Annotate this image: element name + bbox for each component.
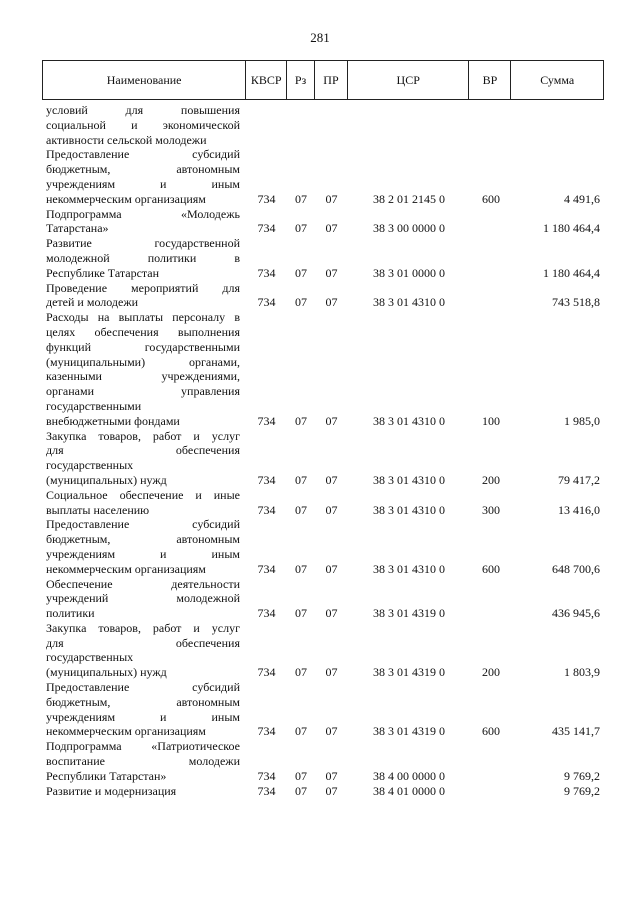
row-name <box>42 147 246 206</box>
row-name-line: Республики Татарстан» <box>46 768 167 783</box>
row-sum <box>512 103 604 147</box>
row-csr: 38 3 01 0000 0 <box>373 265 445 280</box>
row-name-line: молодежной политики в <box>46 250 240 265</box>
row-name <box>42 517 246 576</box>
row-name-line: Республике Татарстан <box>46 265 160 280</box>
row-csr: 38 3 01 4310 0 <box>373 413 445 428</box>
row-name-line: некоммерческим организациям <box>46 191 206 206</box>
row-rz: 07 <box>295 768 307 783</box>
row-name-line: воспитание молодежи <box>46 754 240 769</box>
table-row <box>42 103 604 147</box>
row-vr <box>470 103 512 147</box>
row-name-line: (муниципальных) нужд <box>46 472 167 487</box>
column-header-name: Наименование <box>43 61 246 99</box>
row-kvsr: 734 <box>257 472 276 487</box>
row-name-line: органами управления <box>46 384 240 399</box>
row-rz: 07 <box>295 221 307 236</box>
row-name-line: Татарстана» <box>46 221 109 236</box>
row-name <box>42 207 246 237</box>
row-kvsr: 734 <box>257 413 276 428</box>
row-vr <box>470 784 512 799</box>
row-name-line: внебюджетными фондами <box>46 413 180 428</box>
row-name-line: (муниципальными) органами, <box>46 354 240 369</box>
row-name-line: казенными учреждениями, <box>46 369 240 384</box>
row-sum: 1 180 464,4 <box>543 221 600 236</box>
row-name-line: Социальное обеспечение и иные <box>46 487 240 502</box>
row-name <box>42 103 246 147</box>
row-name-line: выплаты населению <box>46 502 150 517</box>
row-name-line: активности сельской молодежи <box>46 132 207 147</box>
row-vr <box>470 236 512 280</box>
row-name-line: Развитие государственной <box>46 236 240 251</box>
row-pr: 07 <box>325 665 338 680</box>
row-kvsr: 734 <box>257 221 276 236</box>
row-vr: 600 <box>482 191 500 206</box>
row-rz: 07 <box>295 295 307 310</box>
column-header-vr: ВР <box>469 61 511 99</box>
row-pr: 07 <box>325 502 338 517</box>
row-name <box>42 680 246 739</box>
row-name <box>42 488 246 518</box>
row-name-line: Закупка товаров, работ и услуг <box>46 620 240 635</box>
row-name-line: некоммерческим организациям <box>46 724 206 739</box>
row-name-line: детей и молодежи <box>46 295 139 310</box>
row-name-line: Предоставление субсидий <box>46 147 240 162</box>
row-name-line: социальной и экономической <box>46 117 240 132</box>
column-header-kvsr: КВСР <box>246 61 287 99</box>
row-rz: 07 <box>295 665 307 680</box>
row-rz: 07 <box>295 472 307 487</box>
row-name-line: учреждений молодежной <box>46 591 240 606</box>
row-name-line: политики <box>46 606 95 621</box>
row-name-line: (муниципальных) нужд <box>46 665 167 680</box>
row-sum: 648 700,6 <box>552 561 600 576</box>
row-pr: 07 <box>325 561 338 576</box>
row-name-line: Предоставление субсидий <box>46 680 240 695</box>
row-rz: 07 <box>295 191 307 206</box>
row-name-line: для обеспечения <box>46 443 240 458</box>
row-rz: 07 <box>295 265 307 280</box>
row-name <box>42 784 246 799</box>
row-rz: 07 <box>295 606 307 621</box>
row-kvsr: 734 <box>257 265 276 280</box>
row-kvsr: 734 <box>257 768 276 783</box>
row-pr <box>315 103 348 147</box>
row-rz <box>287 103 315 147</box>
row-name <box>42 236 246 280</box>
row-name-line: для обеспечения <box>46 635 240 650</box>
table-row <box>42 739 604 783</box>
table-body <box>42 103 604 798</box>
row-sum: 4 491,6 <box>564 191 600 206</box>
column-header-sum: Сумма <box>540 72 575 87</box>
row-pr: 07 <box>325 472 338 487</box>
row-pr: 07 <box>325 265 338 280</box>
row-name-line: учреждениям и иным <box>46 709 240 724</box>
table-row <box>42 429 604 488</box>
row-name-line: государственных <box>46 458 134 473</box>
row-sum: 9 769,2 <box>564 783 600 798</box>
row-name-line: Подпрограмма «Молодежь <box>46 206 240 221</box>
row-name-line: Подпрограмма «Патриотическое <box>46 739 240 754</box>
row-name-line: бюджетным, автономным <box>46 162 240 177</box>
row-pr: 07 <box>325 606 338 621</box>
row-name-line: условий для повышения <box>46 103 240 117</box>
row-name-line: Развитие и модернизация <box>46 783 177 798</box>
row-vr <box>470 577 512 621</box>
row-sum: 9 769,2 <box>564 768 600 783</box>
row-name-line: Расходы на выплаты персоналу в <box>46 310 240 325</box>
row-csr: 38 4 01 0000 0 <box>373 783 445 798</box>
row-csr: 38 2 01 2145 0 <box>373 191 445 206</box>
row-name-line: некоммерческим организациям <box>46 561 206 576</box>
row-vr <box>470 207 512 237</box>
row-vr: 200 <box>482 665 500 680</box>
row-name-line: бюджетным, автономным <box>46 694 240 709</box>
row-name-line: учреждениям и иным <box>46 546 240 561</box>
row-sum: 743 518,8 <box>552 295 600 310</box>
row-vr <box>470 739 512 783</box>
row-name-line: Обеспечение деятельности <box>46 576 240 591</box>
row-kvsr: 734 <box>257 724 276 739</box>
table-row <box>42 621 604 680</box>
row-pr: 07 <box>325 191 338 206</box>
row-rz: 07 <box>295 502 307 517</box>
table-row <box>42 488 604 518</box>
row-name-line: Проведение мероприятий для <box>46 280 240 295</box>
row-kvsr: 734 <box>257 665 276 680</box>
row-csr: 38 3 01 4319 0 <box>373 606 445 621</box>
table-row <box>42 680 604 739</box>
row-kvsr: 734 <box>257 502 276 517</box>
row-sum: 1 180 464,4 <box>543 265 600 280</box>
row-vr <box>470 281 512 311</box>
row-pr: 07 <box>325 295 338 310</box>
row-sum: 13 416,0 <box>558 502 600 517</box>
table-row <box>42 310 604 428</box>
table-row <box>42 577 604 621</box>
row-name-line: целях обеспечения выполнения <box>46 324 240 339</box>
row-csr <box>348 103 470 147</box>
row-kvsr: 734 <box>257 783 276 798</box>
table-header <box>42 60 604 100</box>
column-header-rz: Рз <box>287 61 315 99</box>
row-name <box>42 739 246 783</box>
row-name-line: учреждениям и иным <box>46 176 240 191</box>
row-rz: 07 <box>295 561 307 576</box>
row-vr: 300 <box>482 502 500 517</box>
table-row <box>42 236 604 280</box>
row-rz: 07 <box>295 724 307 739</box>
row-csr: 38 4 00 0000 0 <box>373 768 445 783</box>
row-sum: 79 417,2 <box>558 472 600 487</box>
page-number: 281 <box>310 30 330 45</box>
row-sum: 436 945,6 <box>552 606 600 621</box>
table-row <box>42 784 604 799</box>
row-name <box>42 621 246 680</box>
row-name-line: функций государственными <box>46 339 240 354</box>
row-pr: 07 <box>325 413 338 428</box>
row-rz: 07 <box>295 413 307 428</box>
row-sum: 435 141,7 <box>552 724 600 739</box>
row-name-line: бюджетным, автономным <box>46 532 240 547</box>
row-sum: 1 803,9 <box>564 665 600 680</box>
row-csr: 38 3 01 4310 0 <box>373 295 445 310</box>
row-name <box>42 310 246 428</box>
row-sum: 1 985,0 <box>564 413 600 428</box>
table-row <box>42 207 604 237</box>
table-row <box>42 517 604 576</box>
row-kvsr: 734 <box>257 295 276 310</box>
row-name-line: государственных <box>46 650 134 665</box>
row-name-line: государственными <box>46 398 142 413</box>
row-name-line: Предоставление субсидий <box>46 517 240 532</box>
table-row <box>42 281 604 311</box>
row-pr: 07 <box>325 724 338 739</box>
row-kvsr: 734 <box>257 191 276 206</box>
row-pr: 07 <box>325 221 338 236</box>
row-name <box>42 281 246 311</box>
row-csr: 38 3 01 4310 0 <box>373 472 445 487</box>
row-kvsr <box>246 103 287 147</box>
row-name <box>42 577 246 621</box>
row-vr: 600 <box>482 724 500 739</box>
row-rz: 07 <box>295 783 307 798</box>
row-csr: 38 3 01 4310 0 <box>373 502 445 517</box>
row-csr: 38 3 01 4319 0 <box>373 724 445 739</box>
row-csr: 38 3 01 4319 0 <box>373 665 445 680</box>
row-kvsr: 734 <box>257 561 276 576</box>
table-row <box>42 147 604 206</box>
column-header-pr: ПР <box>315 61 348 99</box>
row-vr: 600 <box>482 561 500 576</box>
row-csr: 38 3 01 4310 0 <box>373 561 445 576</box>
row-vr: 200 <box>482 472 500 487</box>
column-header-csr: ЦСР <box>348 61 470 99</box>
row-pr: 07 <box>325 783 338 798</box>
row-vr: 100 <box>482 413 500 428</box>
row-name <box>42 429 246 488</box>
row-kvsr: 734 <box>257 606 276 621</box>
row-pr: 07 <box>325 768 338 783</box>
row-name-line: Закупка товаров, работ и услуг <box>46 428 240 443</box>
row-csr: 38 3 00 0000 0 <box>373 221 445 236</box>
